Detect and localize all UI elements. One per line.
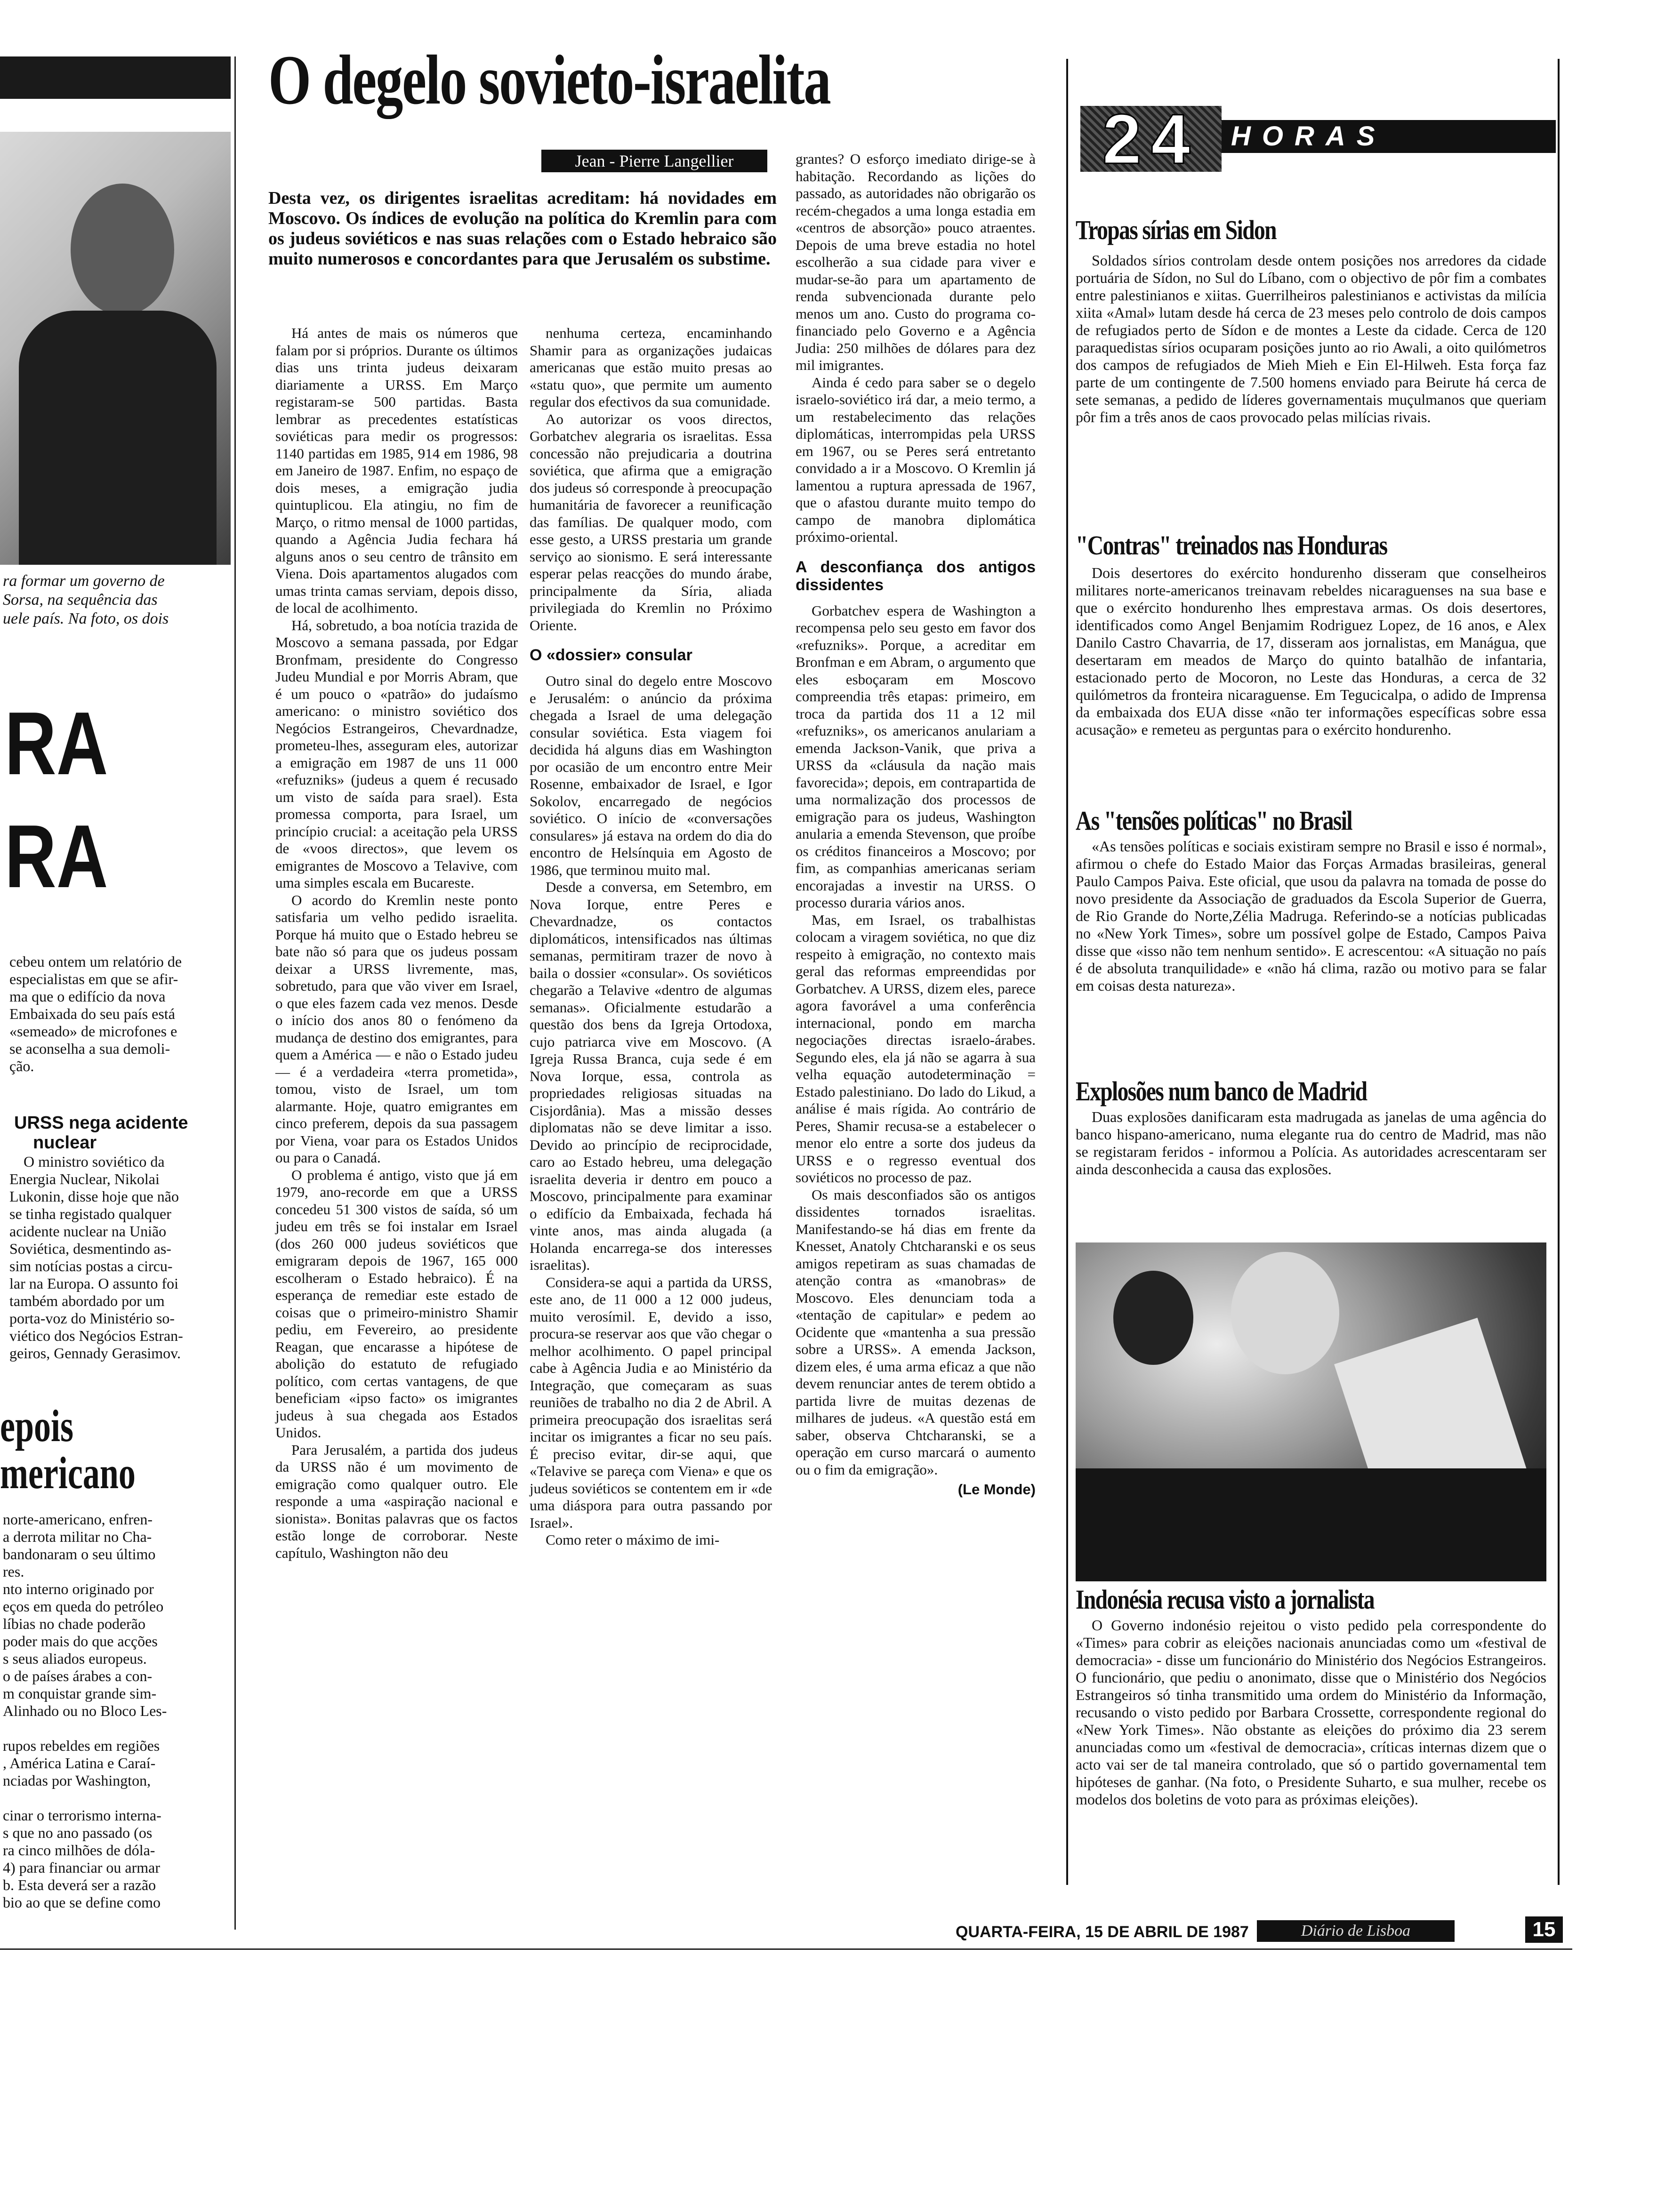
article-column-2: nenhuma certeza, encaminhando Shamir para as organizações judaicas americanas que estão muito presas ao «statu quo», que permite um aumento regular dos efectivos da sua comunidade. Ao autorizar os voos directos, Gorbatchev alegraria os israelitas. Essa concessão não prejudicaria a doutrina soviética, que afirma que a emigração dos judeus só corresponde à preocupação humanitária de favorecer a reunificação das famílias. De qualquer modo, com esse gesto, a URSS prestaria um grande serviço ao sionismo. E será interessante esperar pelas reacções do mundo árabe, principalmente da Síria, aliada privilegiada do Kremlin no Próximo Oriente. O «dossier» consular Outro sinal do degelo entre Moscovo e Jerusalém: o anúncio da próxima chegada a Israel de uma delegação consular soviética. Esta viagem foi decidida há alguns dias em Washington por ocasião de um encontro entre Meir Rosenne, embaixador de Israel, e Igor Sokolov, encarregado de negócios soviético. O início de «conversações consulares» já estava na ordem do dia do encontro de Helsínquia em Agosto de 1986, que terminou muito mal. Desde a conversa, em Setembro, em Nova Iorque, entre Peres e Chevardnadze, os contactos diplomáticos, intensificados nas últimas semanas, permitiram trazer de novo à baila o dossier «consular». Os soviéticos chegarão a Telavive «dentro de algumas semanas». Oficialmente estudarão a questão dos bens da Igreja Ortodoxa, cujo patriarca vive em Moscovo. (A Igreja Russa Branca, cuja sede é em Nova Iorque, essa, controla as propriedades religiosas situadas na Cisjordânia). Mas a missão desses diplomatas não se deve limitar a isso. Devido ao princípio de reciprocidade, caro ao Estado hebreu, uma delegação israelita deveria ir dentro em pouco a Moscovo, principalmente para examinar o edifício da Embaixada, fechada há vinte anos, mas ainda alugada (a Holanda encarrega-se dos interesses israelitas). Considera-se aqui a partida da URSS, este ano, de 11 000 a 12 000 judeus, muito verosímil. E, devido a isso, procura-se reservar aos que vão chegar o melhor acolhimento. O papel principal cabe à Agência Judia e ao Ministério da Integração, que começaram as suas reuniões de trabalho no dia 2 de Abril. A primeira preocupação dos israelitas será incitar os imigrantes a ficar no seu país. É preciso evitar, dir-se aqui, que «Telavive se pareça com Viena» e que os judeus soviéticos se contentem em ir «de uma diáspora para outra passando por Israel». Como reter o máximo de imi-	[530, 325, 772, 1548]
left-paragraph-2: O ministro soviético da Energia Nuclear, Nikolai Lukonin, disse hoje que não se tinha registado qualquer acidente nuclear na União Soviética, desmentindo as- sim notícias postas a circu- lar na Europa. O assunto foi também abordado por um porta-voz do Ministério so- viético dos Negócios Estran- geiros, Gennady Gerasimov.	[9, 1153, 183, 1362]
brief-madrid: Explosões num banco de Madrid Duas explosões danificaram esta madrugada as janelas de uma agência do banco hispano-americano, numa elegante rua do centro de Madrid, mas não se registaram feridos - informou a Polícia. As autoridades acrescentaram ser ainda desconhecida a causa das explosões.	[1076, 1076, 1546, 1178]
page-number: 15	[1525, 1916, 1563, 1943]
article-column-3: grantes? O esforço imediato dirige-se à habitação. Recordando as lições do passado, as autoridades não obrigarão os recém-chegados a uma longa estadia em «centros de absorção» pouco atraentes. Depois de uma breve estadia no hotel escolherão a sua cidade para viver e mudar-se-ão para um apartamento de renda subvencionada durante pelo menos um ano. Custo do programa co-financiado pelo Governo e a Agência Judia: 250 milhões de dólares para dez mil imigrantes. Ainda é cedo para saber se o degelo israelo-soviético irá dar, a meio termo, a um restabelecimento das relações diplomáticas, interrompidas pela URSS em 1967, ou se Peres será entretanto convidado a ir a Moscovo. O Kremlin já lamentou a ruptura apressada de 1967, que o afastou durante muito tempo do campo de manobra diplomática próximo-oriental. A desconfiança dos antigos dissidentes Gorbatchev espera de Washington a recompensa pelo seu gesto em favor dos «refuzniks». Porque, a acreditar em Bronfman e em Abram, o argumento que eles esboçaram em Moscovo compreendia três etapas: primeiro, em troca da partida dos 11 a 12 mil «refuzniks», os americanos anulariam a emenda Jackson-Vanik, que priva a URSS da «cláusula da nação mais favorecida»; depois, em contrapartida de uma normalização dos processos de emigração para os judeus, Washington anularia a emenda Stevenson, que proíbe os créditos financeiros a Moscovo; por fim, as companhias americanas seriam encorajadas a investir na URSS. O processo duraria vários anos. Mas, em Israel, os trabalhistas colocam a viragem soviética, no que diz respeito à emigração, no contexto mais geral das reformas empreendidas por Gorbatchev. A URSS, dizem eles, parece agora favorável a uma conferência internacional, pondo em marcha negociações directas israelo-árabes. Segundo eles, ela já não se agarra à sua velha equação autodeterminação = Estado palestiniano. Do lado do Likud, a análise é mais rígida. Ao contrário de Peres, Shamir recusa-se a estabelecer o menor elo entre a sorte dos judeus da URSS e o regresso eventual dos soviéticos no processo de paz. Os mais desconfiados são os antigos dissidentes tornados israelitas. Manifestando-se há dias em frente da Knesset, Anatoly Chtcharanski e os seus amigos repetiram as suas chamadas de atenção contra as «manobras» de Moscovo. Eles denunciam toda a «tentação de capitular» e pedem ao Ocidente que «mantenha a sua pressão sobre a URSS». A emenda Jackson, dizem eles, é uma arma eficaz a que não devem renunciar antes de terem obtido a partida livre de muitas dezenas de milhares de judeus. «A questão está em saber, observa Chtcharanski, se a operação em curso marcará o aumento ou o fim da emigração». (Le Monde)	[796, 151, 1036, 1498]
left-big-heading-1: RA	[5, 694, 108, 793]
footer-rule	[0, 1948, 1572, 1950]
left-paragraph-1: cebeu ontem um relatório de especialistas em que se afir- ma que o edifício da nova Embaixada do seu país está «semeado» de microfones e se aconselha a sua demoli- ção.	[9, 953, 182, 1074]
lead-paragraph: Desta vez, os dirigentes israelitas acreditam: há novidades em Moscovo. Os índices de evolução na política do Kremlin para com os judeus soviéticos e nas suas relações com o Estado hebraico são muito numerosos e concordantes para que Jerusalém os substime.	[268, 188, 777, 269]
photo-caption: ra formar um governo de Sorsa, na sequência das uele país. Na foto, os dois	[3, 572, 169, 627]
left-photo	[0, 132, 231, 565]
footer-date: QUARTA-FEIRA, 15 DE ABRIL DE 1987	[956, 1923, 1249, 1941]
box-number: 24	[1080, 106, 1222, 172]
brief-title: "Contras" treinados nas Honduras	[1076, 530, 1387, 561]
article-title: O degelo sovieto-israelita	[268, 41, 830, 119]
brief-contras: "Contras" treinados nas Honduras Dois desertores do exército hondurenho disseram que conselheiros militares norte-americanos treinavam rebeldes nicaraguenses na sua base e que o exército hondurenho lhes emprestava armas. Os dois desertores, identificados como Angel Benjamim Rodriguez Lopez, de 16 anos, e Alex Danilo Castro Chavarria, de 17, disseram aos jornalistas, em Manágua, que desertaram em meados de Março do quinto batalhão de infantaria, estacionado perto de Mocoron, no Leste das Honduras, a cerca de 32 quilómetros da fronteira nicaraguense. Em Tegucicalpa, o adido de Imprensa da embaixada dos EUA disse «não ter informações específicas sobre essa acusação» e remeteu as perguntas para o exército hondurenho.	[1076, 530, 1546, 738]
brief-brasil: As "tensões políticas" no Brasil «As tensões políticas e sociais existiram sempre no Brasil e isso é normal», afirmou o chefe do Estado Maior das Forças Armadas brasileiras, general Paulo Campos Paiva. Este oficial, que usou da palavra na tomada de posse do novo presidente da Associação de graduados da Escola Superior de Guerra, de Rio Grande do Norte,Zélia Madruga. Referindo-se a notícias publicadas no «New York Times», sobre um possível golpe de Estado, Campos Paiva disse que «isso não tem nenhum sentido». E acrescentou: «A situação no país é de absoluta tranquilidade» e «não há clima, razão ou motivo para se falar em coisas desta natureza».	[1076, 805, 1546, 994]
left-strip	[0, 0, 231, 2212]
gutter-rule	[234, 56, 236, 1930]
brief-title: As "tensões políticas" no Brasil	[1076, 805, 1352, 836]
left-header-bar	[0, 56, 231, 99]
subhead-dossier: O «dossier» consular	[530, 646, 692, 664]
byline: Jean - Pierre Langellier	[541, 150, 767, 172]
brief-title: Indonésia recusa visto a jornalista	[1076, 1584, 1375, 1615]
box-label: HORAS	[1222, 120, 1556, 153]
suharto-photo	[1076, 1242, 1546, 1581]
brief-syria: Tropas sírias em Sidon Soldados sírios controlam desde ontem posições nos arredores da cidade portuária de Sídon, no Sul do Líbano, com o objectivo de pôr fim a combates entre palestinianos e xiitas. Guerrilheiros palestinianos e activistas da milícia xiita «Amal» lutam desde há cerca de 23 meses pelo controlo de dois campos de refugiados perto de Sídon e de montes a Leste da cidade. Cerca de 120 paraquedistas sírios ocuparam posições junto ao rio Awali, a oito quilómetros dos campos de refugiados de Mieh Mieh e Ein El-Hilweh. Esta força faz parte de um contingente de 7.500 homens enviado para Beirute há cerca de sete semanas, a pedido de líderes governamentais muçulmanos que queriam pôr fim a três anos de caos provocado pelas milícias rivais.	[1076, 215, 1546, 425]
left-paragraph-3: norte-americano, enfren- a derrota militar no Cha- bandonaram o seu último res. nto interno originado por eços em queda do petróleo líbias no chade poderão poder mais do que acções s seus aliados europeus. o de países árabes a con- m conquistar grande sim- Alinhado ou no Bloco Les- rupos rebeldes em regiões , América Latina e Caraí- nciadas por Washington, cinar o terrorismo interna- s que no ano passado (os ra cinco milhões de dóla- 4) para financiar ou armar b. Esta deverá ser a razão bio ao que se define como	[3, 1511, 167, 1911]
brief-title: Explosões num banco de Madrid	[1076, 1076, 1367, 1106]
subhead-dissidentes: A desconfiança dos antigos dissidentes	[796, 558, 1036, 594]
left-heading-3: epois mericano	[0, 1401, 136, 1498]
source-credit: (Le Monde)	[957, 1481, 1036, 1498]
article-column-1: Há antes de mais os números que falam por si próprios. Durante os últimos dias uns trinta judeus deixaram diariamente a URSS. Em Março registaram-se 500 partidas. Basta lembrar as precedentes estatísticas soviéticas para medir os progressos: 1140 partidas em 1985, 914 em 1986, 98 em Janeiro de 1987. Enfim, no espaço de dois meses, a emigração judia quintuplicou. Ela atingiu, no fim de Março, o ritmo mensal de 1000 partidas, quando a Agência Judia fechara há alguns anos o seu centro de trânsito em Viena. Dois apartamentos alugados com umas trinta camas serviam, depois disso, de local de acolhimento. Há, sobretudo, a boa notícia trazida de Moscovo a semana passada, por Edgar Bronfmam, presidente do Congresso Judeu Mundial e por Morris Abram, que é um pouco o «patrão» do judaísmo americano: o ministro soviético dos Negócios Estrangeiros, Chevardnadze, prometeu-lhes, asseguram eles, autorizar a emigração em 1987 de uns 11 000 «refuzniks» (judeus a quem é recusado um visto de saída para srael). Esta promessa comporta, para Israel, um princípio crucial: a aceitação pela URSS de «voos directos», que levem os emigrantes de Moscovo a Telavive, com uma simples escala em Bucareste. O acordo do Kremlin neste ponto satisfaria um velho pedido israelita. Porque há muito que o Estado hebreu se bate não só para que os judeus possam deixar a URSS livremente, mas, sobretudo, para que vão viver em Israel, o que eles fazem cada vez menos. Desde o início dos anos 80 o fenómeno da mudança de destino dos emigrantes, para quem a América — e não o Estado judeu — é a verdadeira «terra prometida», tomou, visto de Israel, um tom alarmante. Hoje, quatro emigrantes em cinco preferem, depois da sua passagem por Viena, voar para os Estados Unidos ou para o Canadá. O problema é antigo, visto que já em 1979, ano-recorde em que a URSS concedeu 51 300 vistos de saída, só um judeu em três se foi instalar em Israel (dos 260 000 judeus soviéticos que emigraram depois de 1967, 165 000 escolheram o Estado hebraico). É na esperança de remediar este estado de coisas que o primeiro-ministro Shamir pediu, em Fevereiro, ao presidente Reagan, que encarasse a hipótese de abolição do estatuto de refugiado político, com certas vantagens, de que beneficiam «ipso facto» os imigrantes judeus à sua chegada aos Estados Unidos. Para Jerusalém, a partida dos judeus da URSS não é um movimento de emigração como qualquer outro. Ele responde a uma «aspiração nacional e sionista». Bonitas palavras que os factos estão longe de corroborar. Neste capítulo, Washington não deu	[275, 325, 518, 1561]
footer-paper-name: Diário de Lisboa	[1257, 1920, 1455, 1942]
left-big-heading-2: RA	[5, 807, 108, 906]
left-urss-heading: URSS nega acidente nuclear	[14, 1113, 188, 1153]
sidebar-header	[1066, 99, 1560, 178]
brief-indonesia: Indonésia recusa visto a jornalista O Governo indonésio rejeitou o visto pedido pela correspondente do «Times» para cobrir as eleições nacionais anunciadas como um «festival de democracia» - disse um funcionário do Ministério dos Negócios Estrangeiros. O funcionário, que pediu o anonimato, disse que o Ministério dos Negócios Estrangeiros só tinha transmitido uma ordem do Ministério da Informação, recusando o visto pedido por Barbara Crossette, correspondente regional do «New York Times». Não obstante as eleições do próximo dia 23 serem anunciadas como um «festival de democracia», críticas internas dizem que o acto vai ser de tal maneira controlado, que só o partido governamental tem hipóteses de ganhar. (Na foto, o Presidente Suharto, e sua mulher, recebe os modelos dos boletins de voto para as próximas eleições).	[1076, 1584, 1546, 1808]
brief-title: Tropas sírias em Sidon	[1076, 215, 1276, 245]
